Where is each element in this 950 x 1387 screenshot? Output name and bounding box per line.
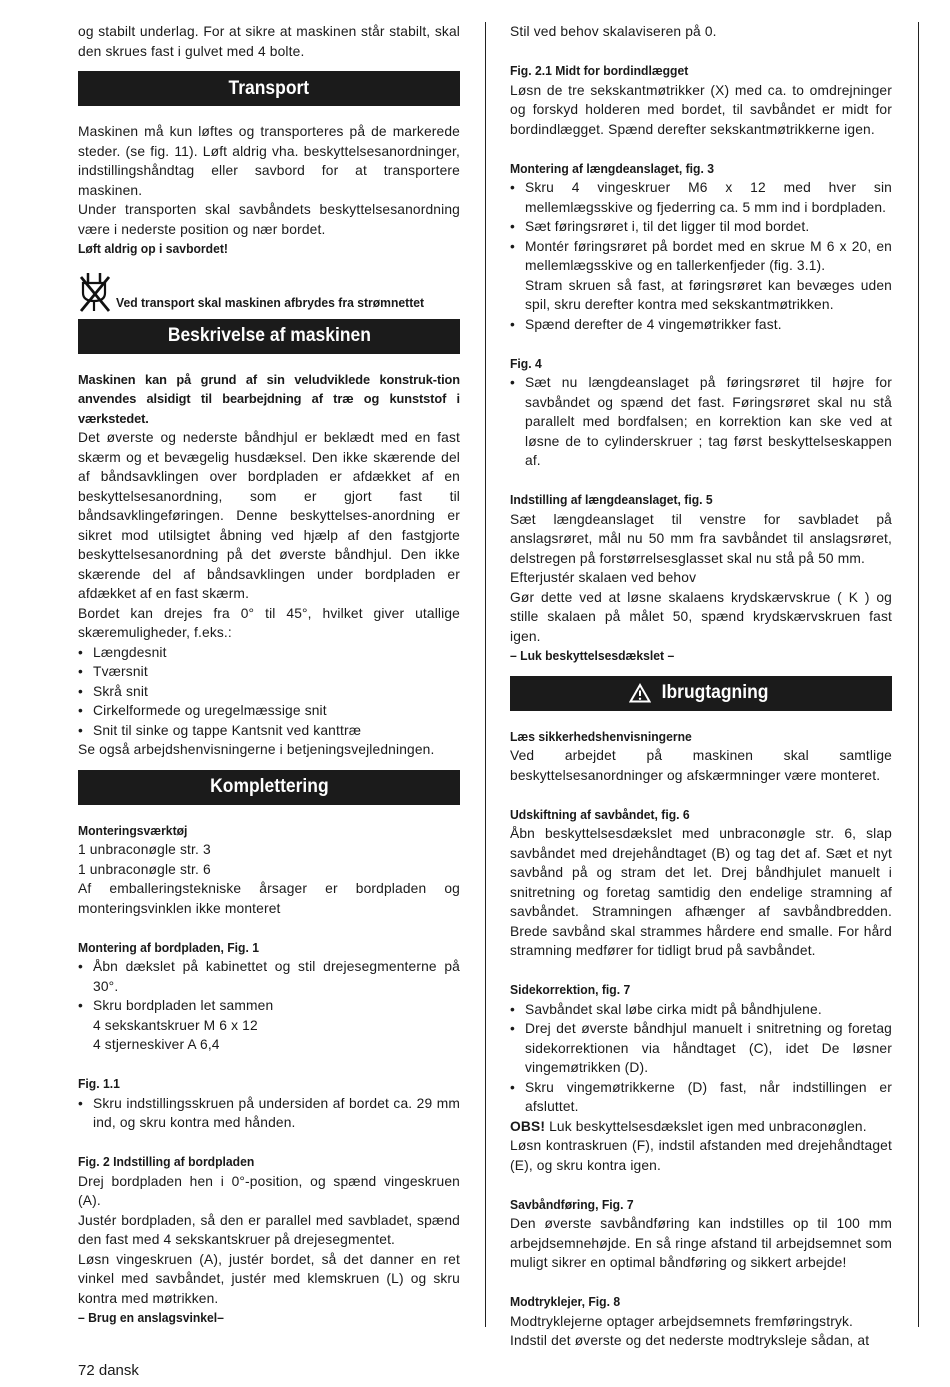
section-heading-beskrivelse (78, 319, 460, 354)
subheading: Udskiftning af savbåndet, fig. 6 (510, 806, 690, 822)
no-plug-icon (78, 271, 114, 313)
subheading: Montering af længdeanslaget, fig. 3 (510, 160, 714, 176)
paragraph: Løsn vingeskruen (A), justér bordet, så det danner en ret vinkel med savbåndet, justér med klemskruen (L) og skru kontra med møtrikken. (78, 1251, 460, 1306)
list-item: • Sæt nu længdeanslaget på føringsrøret til højre for savbåndet og spænd det fast. Føringsrøret skal nu stå parallelt med bordfalsen; en korrektion kan ske ved at løsne de to cylinderskruer ; tag først beskyttelseskappen af. (510, 373, 892, 471)
subheading: Savbåndføring, Fig. 7 (510, 1196, 634, 1212)
list-item (510, 237, 892, 315)
beskrivelse-paragraph: Se også arbejdshenvisningerne i betjeningsvejledningen. (78, 742, 435, 757)
subheading: Monteringsværktøj (78, 822, 188, 838)
subheading: Sidekorrektion, fig. 7 (510, 982, 631, 997)
paragraph: Den øverste savbåndføring kan indstilles op til 100 mm arbejdsemnehøjde. En så ringe afstand til arbejdsemnet som muligt sikrer en optimal båndføring og sikkert arbejde! (510, 1216, 892, 1270)
unplug-note (78, 271, 460, 313)
paragraph: Efterjustér skalaen ved behov (510, 570, 697, 585)
mount-list (78, 957, 460, 1055)
unplug-note-text: Ved transport skal maskinen afbrydes fra strømnettet (116, 295, 425, 310)
subheading: Indstilling af længdeanslaget, fig. 5 (510, 492, 713, 507)
intro-text: Stil ved behov skalaviseren på 0. (510, 24, 717, 39)
list-item: • Åbn dækslet på kabinettet og stil drejesegmenterne på 30°. (78, 957, 460, 996)
fig11-list (78, 1094, 460, 1133)
paragraph: Indstil det øverste og det nederste modtryksleje sådan, at (510, 1333, 870, 1348)
obs-label: OBS! (510, 1118, 546, 1134)
page-edge-rule (918, 22, 919, 1327)
list-item: • Cirkelformede og uregelmæssige snit (78, 701, 460, 721)
subheading: Modtryklejer, Fig. 8 (510, 1294, 621, 1309)
paragraph: Modtryklejerne optager arbejdsemnets fremføringstryk. (510, 1313, 854, 1329)
heading-text: Ibrugtagning (661, 682, 769, 703)
sub-line: 4 sekskantskruer M 6 x 12 (93, 1017, 258, 1033)
paragraph: Drej bordpladen hen i 0°-position, og spænd vingeskruen (A). (78, 1173, 460, 1208)
intro-text: og stabilt underlag. For at sikre at maskinen står stabilt, skal den skrues fast i gulvet med 4 bolte. (78, 24, 460, 59)
list-item-text: Skru bordpladen let sammen (93, 998, 274, 1013)
cut-types-list (78, 643, 460, 741)
closing-note: – Brug en anslagsvinkel– (78, 1310, 224, 1325)
column-divider (485, 22, 486, 1327)
subheading: Montering af bordpladen, Fig. 1 (78, 939, 260, 955)
beskrivelse-paragraph: Bordet kan drejes fra 0° til 45°, hvilket giver utallige skæremuligheder, f.eks.: (78, 605, 460, 640)
list-item: • Savbåndet skal løbe cirka midt på båndhjulene. (510, 1000, 892, 1020)
beskrivelse-lead: Maskinen kan på grund af sin veludviklede konstruk-tion anvendes alsidigt til bearbejdning af træ og kunststof i værkstedet. (78, 371, 460, 426)
page-footer: 72 dansk (78, 1362, 139, 1379)
tool-line: 1 unbraconøgle str. 3 (78, 842, 211, 857)
transport-paragraph: Under transporten skal savbåndets beskyttelsesanordning være i nederste position og nær bordet. (78, 202, 460, 237)
section-heading-ibrugtagning (510, 676, 892, 711)
right-column (510, 22, 892, 1351)
list-item-text: Montér føringsrøret på bordet med en skrue M 6 x 20, en mellemlægsskive og en tallerkenfjeder (fig. 3.1). (525, 238, 892, 273)
heading-text: Komplettering (209, 776, 329, 797)
section-heading-transport (78, 71, 460, 106)
list-item: • Skru indstillingsskruen på undersiden af bordet ca. 29 mm ind, og skru kontra med hånden. (78, 1094, 460, 1133)
paragraph: Åbn beskyttelsesdækslet med unbraconøgle str. 6, slap savbåndet med drejehåndtaget (B) og tag det af. Sæt et nyt savbånd på og stram det let. Drej båndhjulet manuelt i snitretning og foretag samtidig den endelige stramning af savbåndet. Stramningen afhænger af savbåndbredden. Brede savbånd skal strammes hårdere end smalle. For hård stramning medfører for tidligt brud på savbåndet. (510, 826, 892, 958)
paragraph: Løsn kontraskruen (F), indstil afstanden med drejehåndtaget (E), og skru kontra igen. (510, 1138, 892, 1173)
transport-paragraph: Maskinen må kun løftes og transporteres på de markerede steder. (se fig. 11). Løft aldrig vha. beskyttelsesanordninger, indstillingshåndtag eller savbord for at transportere maskinen. (78, 124, 460, 198)
beskrivelse-paragraph: Det øverste og nederste båndhjul er beklædt med en fast skærm og et bevægelig husdæksel. Den ikke skærende del af båndsavklingen over bordpladen er afdækket af en beskyttelsesanordning, som er gjort fast til båndsavklingeføringen. Denne beskyttelses-anordning er sikret mod utilsigtet åbning ved hjælp af den fastgjorte beskyttelsesanordning på det øverste båndhjul. Den ikke skærende del af båndsavklingen under bordpladen er afdækket af en fast skærm. (78, 430, 460, 601)
paragraph: Løsn de tre sekskantmøtrikker (X) med ca. to omdrejninger og forskyd holderen med bordet, til savbåndet er midt for bordindlægget. Spænd derefter sekskantmøtrikkerne igen. (510, 82, 892, 137)
paragraph: Gør dette ved at løsne skalaens krydskærvskrue ( K ) og stille skalaen på målet 50, spænd krydskærvskruen fast igen. (510, 589, 892, 644)
transport-warning: Løft aldrig op i savbordet! (78, 241, 228, 256)
list-item: • Skru 4 vingeskruer M6 x 12 med hver sin mellemlægsskive og fjederring ca. 5 mm ind i bordpladen. (510, 178, 892, 217)
list-item: • Skrå snit (78, 682, 460, 702)
section-heading-komplettering (78, 770, 460, 805)
subheading: Fig. 2.1 Midt for bordindlægget (510, 63, 689, 78)
warning-triangle-icon (629, 683, 651, 703)
list-item: • Længdesnit (78, 643, 460, 663)
obs-note (510, 1117, 892, 1137)
left-column (78, 22, 460, 1328)
sub-paragraph: Stram skruen så fast, at føringsrøret kan bevæges uden spil, skru derefter kontra med sekskantmøtrikken. (525, 277, 892, 312)
subheading: Fig. 2 Indstilling af bordpladen (78, 1154, 255, 1169)
subheading: Fig. 4 (510, 355, 542, 371)
list-item: • Skru vingemøtrikkerne (D) fast, når indstillingen er afsluttet. (510, 1078, 892, 1117)
paragraph: Justér bordpladen, så den er parallel med savbladet, spænd den fast med 4 sekskantskruer på drejesegmentet. (78, 1212, 460, 1247)
list-item: • Sæt føringsrøret i, til det ligger til mod bordet. (510, 217, 892, 237)
heading-text: Transport (228, 77, 310, 99)
list-item (78, 996, 460, 1055)
list-item: • Drej det øverste båndhjul manuelt i snitretning og foretag sidekorrektionen via håndtaget (C), idet De løsner vingemøtrikken (D). (510, 1019, 892, 1078)
sub-line: 4 stjerneskiver A 6,4 (93, 1037, 220, 1052)
paragraph: Sæt længdeanslaget til venstre for savbladet på anslagsrøret, mål nu 50 mm fra savbåndet til anslagsrøret, delstregen på forstørrelsesglasset skal nu stå på 50 mm. (510, 511, 892, 566)
list-item: • Spænd derefter de 4 vingemøtrikker fast. (510, 315, 892, 335)
subheading: Læs sikkerhedshenvisningerne (510, 728, 692, 744)
subheading: Fig. 1.1 (78, 1076, 120, 1091)
closing-note: – Luk beskyttelsesdækslet – (510, 648, 675, 663)
fig3-list (510, 178, 892, 334)
obs-text: Luk beskyttelsesdækslet igen med unbraconøglen. (545, 1118, 867, 1134)
tool-line: 1 unbraconøgle str. 6 (78, 861, 211, 877)
paragraph: Ved arbejdet på maskinen skal samtlige beskyttelsesanordninger og afskærmninger være monteret. (510, 748, 892, 783)
fig7-list (510, 1000, 892, 1117)
heading-text: Beskrivelse af maskinen (167, 325, 371, 346)
fig4-list (510, 373, 892, 471)
list-item: • Tværsnit (78, 662, 460, 682)
list-item: • Snit til sinke og tappe Kantsnit ved kanttræ (78, 721, 460, 741)
paragraph: Af emballeringstekniske årsager er bordpladen og monteringsvinklen ikke monteret (78, 881, 460, 916)
